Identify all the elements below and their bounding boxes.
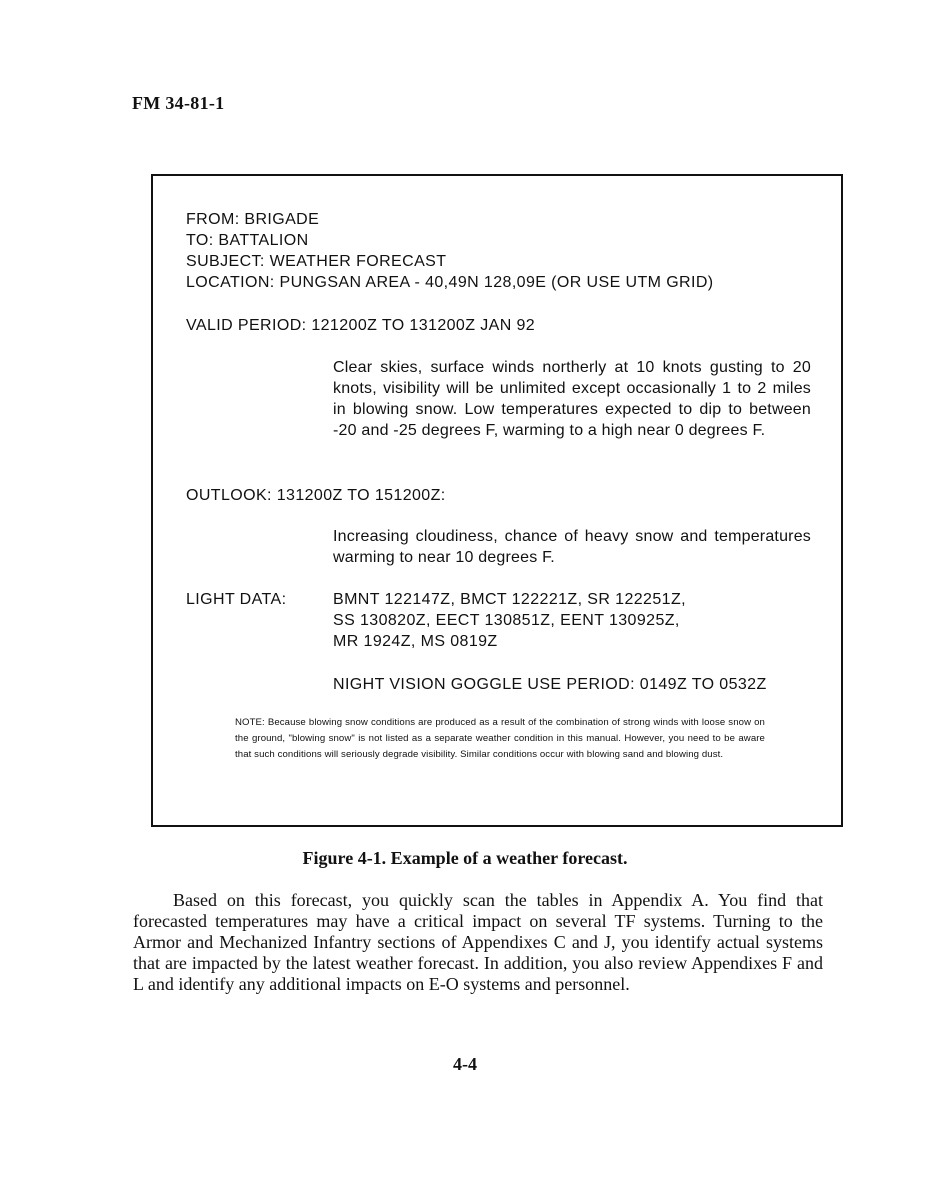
forecast-outlook: OUTLOOK: 131200Z TO 151200Z: bbox=[186, 487, 446, 504]
light-data-line: MR 1924Z, MS 0819Z bbox=[333, 633, 498, 650]
forecast-from-line: FROM: BRIGADE bbox=[186, 211, 320, 228]
figure-caption: Figure 4-1. Example of a weather forecast. bbox=[302, 848, 628, 868]
forecast-outlook-text: Increasing cloudiness, chance of heavy snow and temperatures warming to near 10 degrees F. bbox=[333, 528, 811, 566]
light-data-line: SS 130820Z, EECT 130851Z, EENT 130925Z, bbox=[333, 612, 680, 629]
forecast-valid-text: Clear skies, surface winds northerly at 10 knots gusting to 20 knots, visibility will be unlimited except occasionally 1 to 2 miles in blowing snow. Low temperatures expected to dip to between -20 and -25 degrees F, warming to a high near 0 degrees F. bbox=[333, 359, 811, 439]
nvg-use-period: NIGHT VISION GOGGLE USE PERIOD: 0149Z TO 0532Z bbox=[333, 676, 767, 693]
weather-forecast-figure bbox=[151, 174, 843, 827]
page-number: 4-4 bbox=[453, 1054, 477, 1074]
light-data-label: LIGHT DATA: bbox=[186, 591, 287, 608]
forecast-to-line: TO: BATTALION bbox=[186, 232, 309, 249]
forecast-subject-line: SUBJECT: WEATHER FORECAST bbox=[186, 253, 447, 270]
forecast-valid-period: VALID PERIOD: 121200Z TO 131200Z JAN 92 bbox=[186, 317, 536, 334]
document-id-header: FM 34-81-1 bbox=[132, 93, 225, 113]
light-data-line: BMNT 122147Z, BMCT 122221Z, SR 122251Z, bbox=[333, 591, 686, 608]
body-paragraph: Based on this forecast, you quickly scan the tables in Appendix A. You find that forecasted temperatures may have a critical impact on several TF systems. Turning to the Armor and Mechanized Infantry sections of Appendixes C and J, you identify actual systems that are impacted by the latest weather forecast. In addition, you also review Appendixes F and L and identify any additional impacts on E-O systems and personnel. bbox=[133, 890, 823, 994]
forecast-note: NOTE: Because blowing snow conditions are produced as a result of the combination of strong winds with loose snow on the ground, "blowing snow" is not listed as a separate weather condition in this manual. However, you need to be aware that such conditions will seriously degrade visibility. Similar conditions occur with blowing sand and blowing dust. bbox=[235, 717, 765, 760]
forecast-location-line: LOCATION: PUNGSAN AREA - 40,49N 128,09E (OR USE UTM GRID) bbox=[186, 274, 714, 291]
